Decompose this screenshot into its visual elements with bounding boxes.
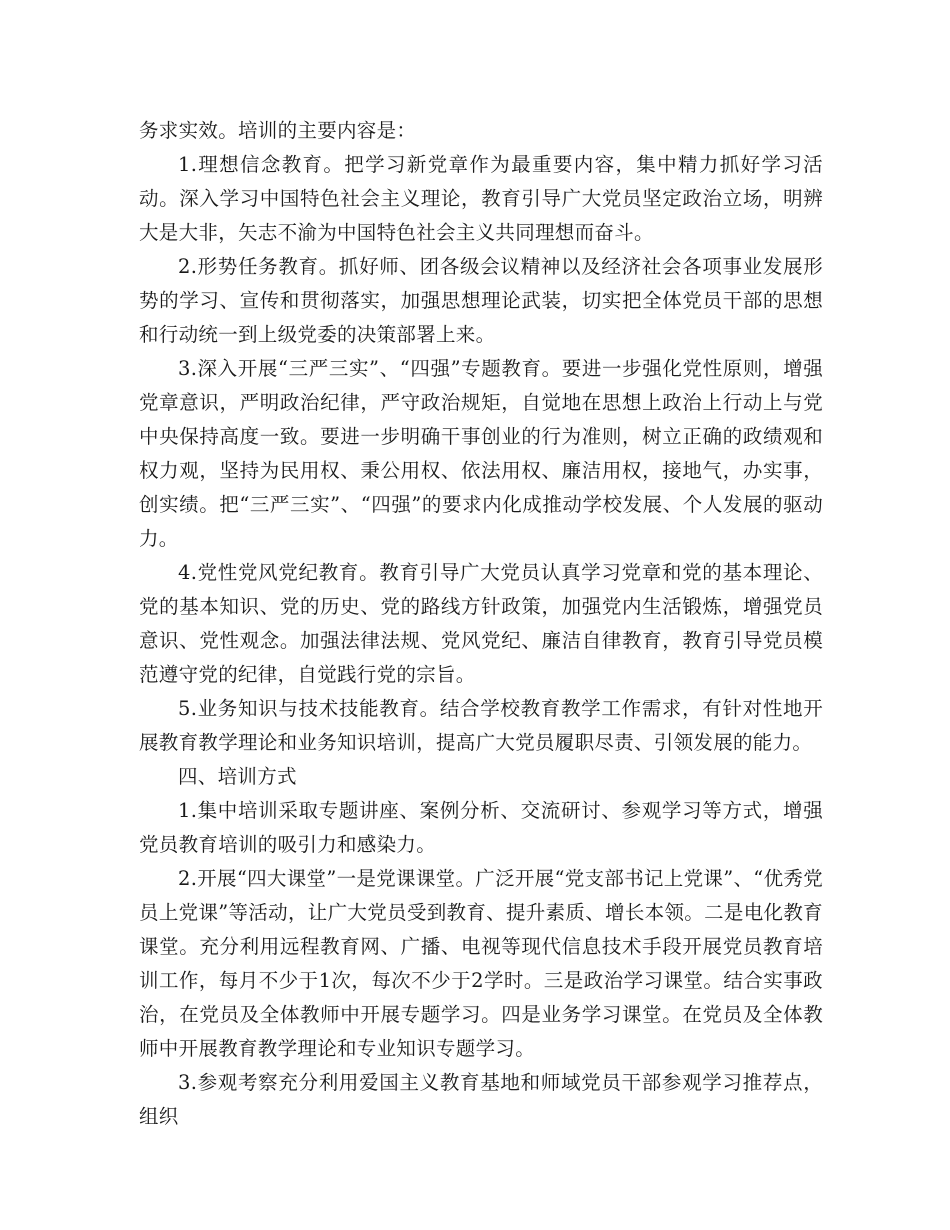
document-body (139, 114, 823, 1134)
paragraph-four-classrooms: 2.开展“四大课堂”一是党课课堂。广泛开展“党支部书记上党课”、“优秀党员上党课”等活动，让广大党员受到教育、提升素质、增长本领。二是电化教育课堂。充分利用远程教育网、广播、电视等现代信息技术手段开展党员教育培训工作，每月不少于1次，每次不少于2学时。三是政治学习课堂。结合实事政治，在党员及全体教师中开展专题学习。四是业务学习课堂。在党员及全体教师中开展教育教学理论和专业知识专题学习。 (139, 867, 823, 1060)
paragraph-business-skills-education: 5.业务知识与技术技能教育。结合学校教育教学工作需求，有针对性地开展教育教学理论和业务知识培训，提高广大党员履职尽责、引领发展的能力。 (139, 697, 823, 754)
paragraph-party-discipline-education: 4.党性党风党纪教育。教育引导广大党员认真学习党章和党的基本理论、党的基本知识、党的历史、党的路线方针政策，加强党内生活锻炼，增强党员意识、党性观念。加强法律法规、党风党纪、廉洁自律教育，教育引导党员模范遵守党的纪律，自觉践行党的宗旨。 (139, 561, 823, 686)
paragraph-situation-task-education: 2.形势任务教育。抓好师、团各级会议精神以及经济社会各项事业发展形势的学习、宣传和贯彻落实，加强思想理论武装，切实把全体党员干部的思想和行动统一到上级党委的决策部署上来。 (139, 255, 823, 346)
paragraph-continuation: 务求实效。培训的主要内容是： (139, 119, 417, 142)
paragraph-visit-inspection: 3.参观考察充分利用爱国主义教育基地和师域党员干部参观学习推荐点，组织 (139, 1071, 823, 1128)
paragraph-special-topic-education: 3.深入开展“三严三实”、“四强”专题教育。要进一步强化党性原则，增强党章意识，严明政治纪律，严守政治规矩，自觉地在思想上政治上行动上与党中央保持高度一致。要进一步明确干事创业的行为准则，树立正确的政绩观和权力观，坚持为民用权、秉公用权、依法用权、廉洁用权，接地气，办实事，创实绩。把“三严三实”、“四强”的要求内化成推动学校发展、个人发展的驱动力。 (139, 357, 823, 550)
paragraph-centralized-training: 1.集中培训采取专题讲座、案例分析、交流研讨、参观学习等方式，增强党员教育培训的吸引力和感染力。 (139, 799, 823, 856)
section-heading-training-methods: 四、培训方式 (178, 765, 297, 788)
paragraph-ideal-belief-education: 1.理想信念教育。把学习新党章作为最重要内容，集中精力抓好学习活动。深入学习中国特色社会主义理论，教育引导广大党员坚定政治立场，明辨大是大非，矢志不渝为中国特色社会主义共同理想而奋斗。 (139, 153, 823, 244)
